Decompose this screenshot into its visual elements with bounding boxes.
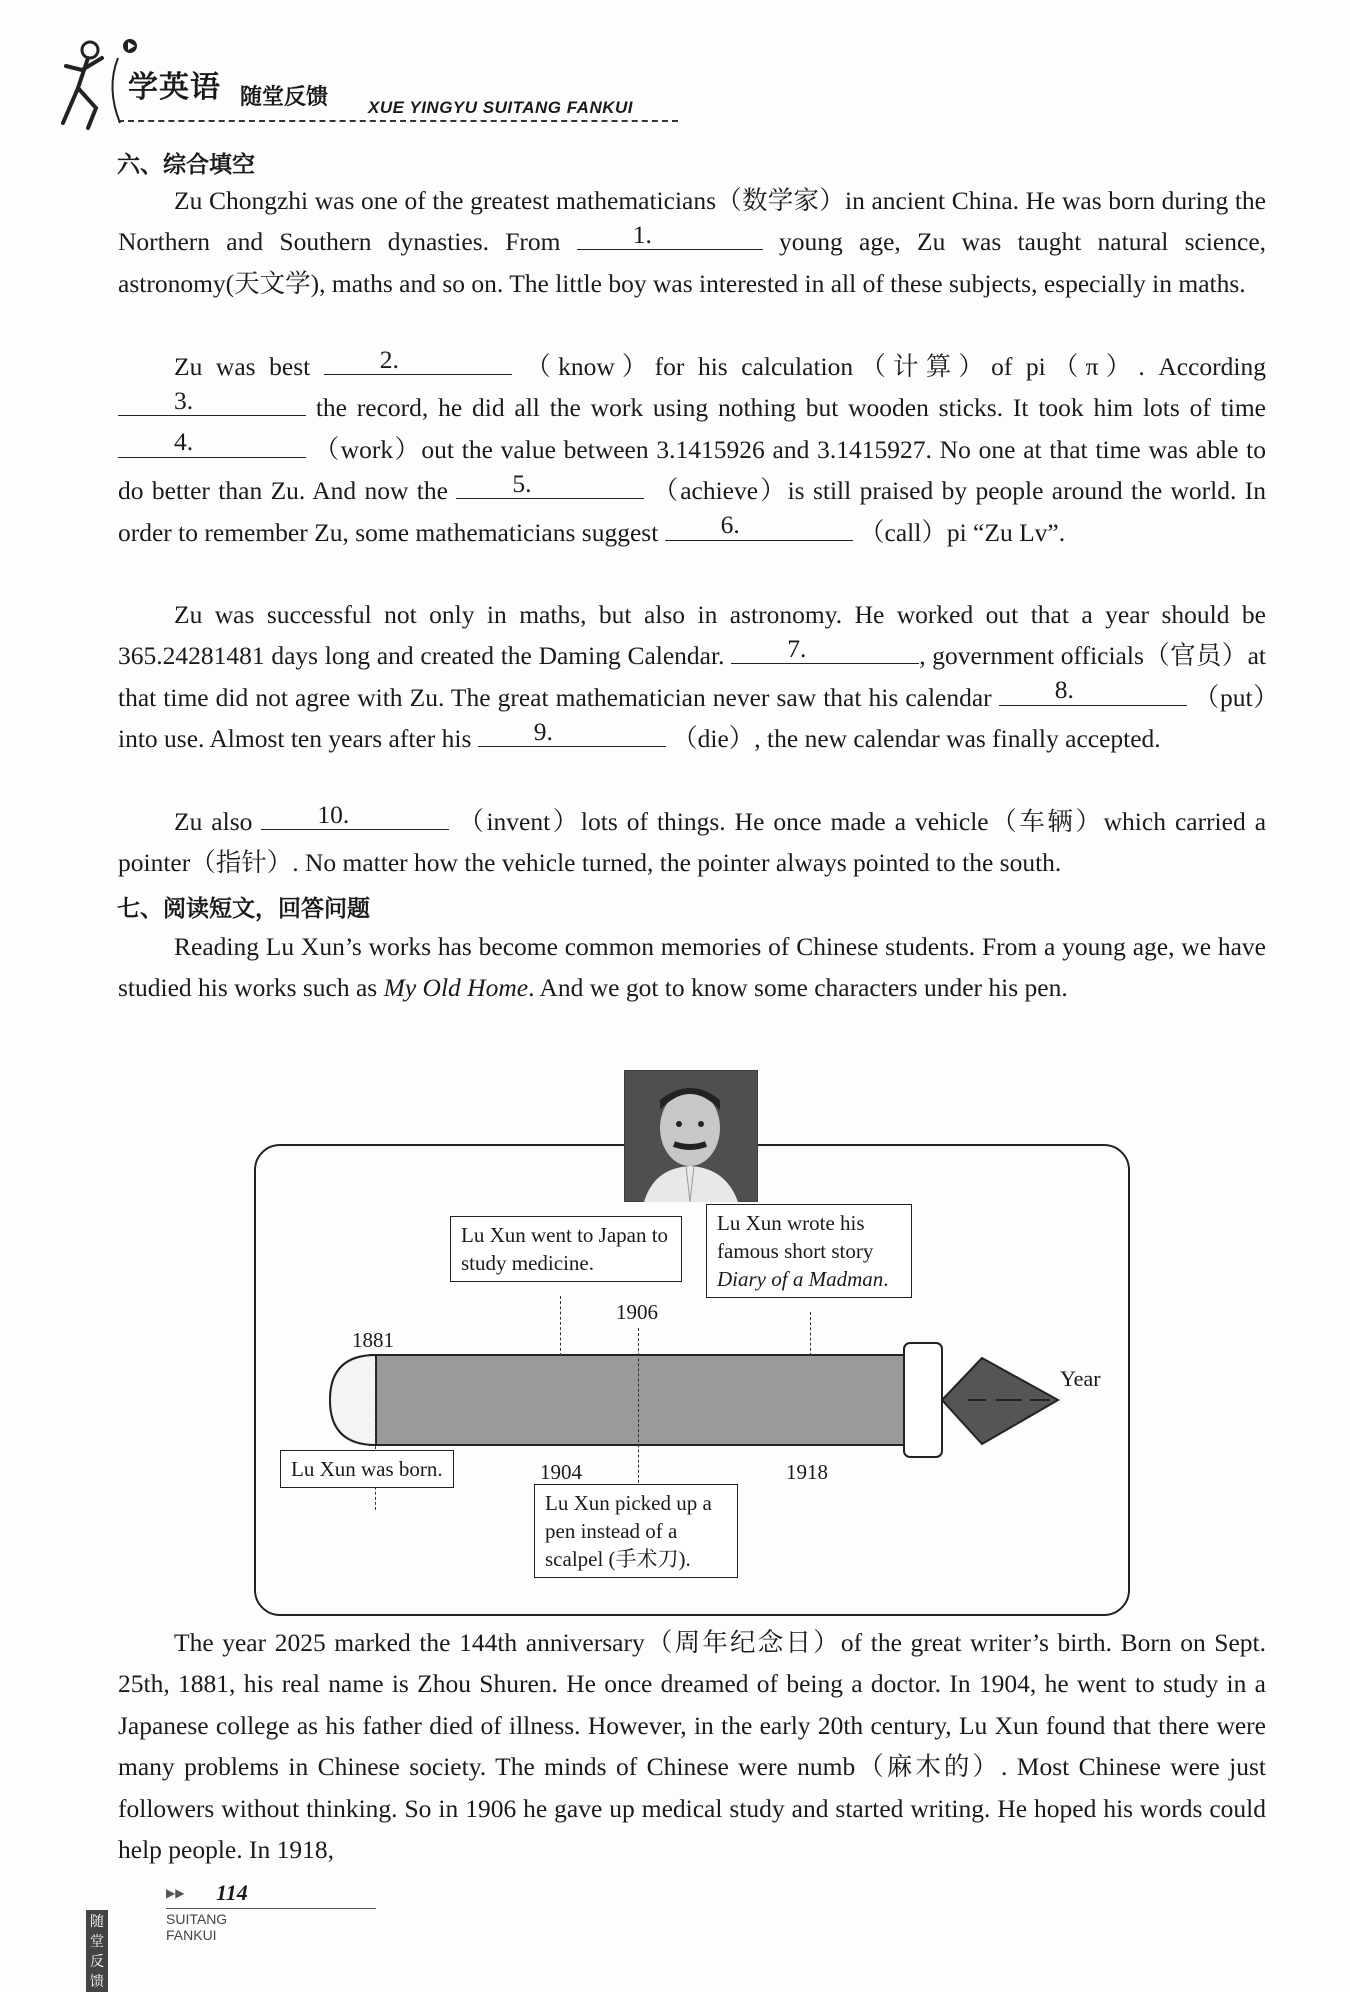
- year-label-1906: 1906: [616, 1300, 658, 1324]
- event-text: .: [883, 1267, 889, 1291]
- page-number: 114: [216, 1880, 248, 1905]
- paragraph-text: （die）, the new calendar was finally accepted.: [672, 724, 1161, 754]
- axis-label: Year: [1060, 1366, 1101, 1391]
- blank-number: 4.: [174, 427, 194, 457]
- cloze-paragraph-1: [118, 180, 1266, 304]
- blank-number: 3.: [174, 386, 194, 415]
- blank-number: 2.: [379, 344, 399, 374]
- answer-blank-10[interactable]: [261, 799, 449, 830]
- blank-number: 1.: [632, 220, 652, 249]
- footer-rule: [166, 1908, 376, 1909]
- year-label-1918: 1918: [786, 1460, 828, 1484]
- answer-blank-6[interactable]: [665, 510, 853, 541]
- page-header: [58, 28, 678, 133]
- year-label-1904: 1904: [540, 1460, 582, 1484]
- event-card-1904: Lu Xun went to Japan to study medicine.: [450, 1216, 682, 1282]
- answer-blank-5[interactable]: [456, 468, 644, 499]
- answer-blank-4[interactable]: [118, 427, 306, 458]
- paragraph-text: （invent）lots of things. He once made a vehicle（车辆）which carried a pointer（指针）. No matter how the vehicle turned, the pointer always pointed to the south.: [118, 807, 1267, 878]
- answer-blank-1[interactable]: [577, 220, 763, 250]
- blank-number: 5.: [512, 468, 532, 498]
- book-title: My Old Home: [383, 973, 529, 1003]
- paragraph-text: （put）into use. Almost ten years after his: [118, 682, 1266, 754]
- paragraph-text: Zu Chongzhi was one of the greatest mathematicians（数学家）in ancient China. He was born during the Northern and Southern dynasties. From: [118, 186, 1266, 257]
- event-card-1881: Lu Xun was born.: [280, 1450, 454, 1488]
- answer-blank-7[interactable]: [731, 634, 919, 664]
- paragraph-text: . And we got to know some characters under his pen.: [528, 973, 1068, 1003]
- blank-number: 10.: [317, 799, 350, 829]
- paragraph-text: , government officials（官员）at that time did not agree with Zu. The great mathematician never saw that his calendar: [118, 641, 1266, 712]
- paragraph-text: the record, he did all the work using nothing but wooden sticks. It took him lots of time: [306, 393, 1266, 423]
- header-dashed-rule: [118, 120, 678, 122]
- answer-blank-8[interactable]: [999, 675, 1187, 706]
- blank-number: 8.: [1054, 675, 1074, 705]
- paragraph-text: Zu was best: [174, 352, 311, 381]
- cloze-paragraph-3: [118, 594, 1266, 760]
- lu-xun-timeline: [250, 1060, 1130, 1620]
- paragraph-text: （know）for his calculation（计算）of pi（π）. According: [525, 352, 1267, 381]
- answer-blank-3[interactable]: [118, 386, 306, 416]
- blank-number: 6.: [720, 510, 740, 540]
- paragraph-text: （call）pi “Zu Lv”.: [859, 517, 1066, 547]
- arrow-icon: ▶▶: [166, 1886, 185, 1900]
- header-subtitle-cn: 随堂反馈: [240, 85, 329, 110]
- event-text: Lu Xun wrote his famous short story: [717, 1211, 874, 1263]
- story-title: Diary of a Madman: [717, 1267, 884, 1291]
- leader-line: [560, 1296, 561, 1356]
- paragraph-text: Zu was successful not only in maths, but also in astronomy. He worked out that a year should be 365.24281481 days long and created the Daming Calendar.: [118, 600, 1266, 671]
- header-title-en: XUE YINGYU SUITANG FANKUI: [368, 98, 634, 117]
- footer-tag-cn: 随堂反馈: [86, 1910, 108, 1992]
- section-title: 七、阅读短文，回答问题: [117, 896, 370, 922]
- header-title-cn: 学英语: [128, 70, 221, 105]
- reading-intro: [118, 926, 1266, 1009]
- event-card-1918: [706, 1204, 912, 1298]
- year-label-1881: 1881: [352, 1328, 394, 1352]
- blank-number: 9.: [533, 716, 553, 746]
- cloze-paragraph-2: [118, 346, 1266, 553]
- runner-logo-icon: [58, 28, 138, 133]
- paragraph-text: Zu also: [174, 807, 253, 836]
- event-card-1906: Lu Xun picked up a pen instead of a scalpel (手术刀).: [534, 1484, 738, 1578]
- leader-line: [638, 1328, 639, 1498]
- cloze-paragraph-4: [118, 801, 1266, 884]
- reading-paragraph-2: The year 2025 marked the 144th anniversary（周年纪念日）of the great writer’s birth. Born on Sept. 25th, 1881, his real name is Zhou Shuren. He once dreamed of being a doctor. In 1904, he went to study in a Japanese college as his father died of illness. However, in the early 20th century, Lu Xun found that there were many problems in Chinese society. The minds of Chinese were numb（麻木的）. Most Chinese were just followers without thinking. So in 1906 he gave up medical study and started writing. He hoped his words could help people. In 1918,: [118, 1628, 1266, 1865]
- answer-blank-9[interactable]: [478, 716, 666, 747]
- blank-number: 7.: [787, 634, 807, 663]
- answer-blank-2[interactable]: [324, 344, 512, 375]
- leader-line: [810, 1312, 811, 1356]
- paragraph-text: young age, Zu was taught natural science, astronomy(天文学), maths and so on. The little boy was interested in all of these subjects, especially in maths.: [118, 227, 1267, 298]
- footer-tag-en: SUITANG FANKUI: [166, 1911, 228, 1943]
- paragraph-text: Reading Lu Xun’s works has become common memories of Chinese students. From a young age, we have studied his works such as: [118, 932, 1266, 1003]
- paragraph-text: （work）out the value between 3.1415926 and 3.1415927. No one at that time was able to do better than Zu. And now the: [118, 434, 1267, 506]
- section-title: 六、综合填空: [117, 152, 255, 178]
- paragraph-text: （achieve）is still praised by people around the world. In order to remember Zu, some mathematicians suggest: [118, 476, 1266, 547]
